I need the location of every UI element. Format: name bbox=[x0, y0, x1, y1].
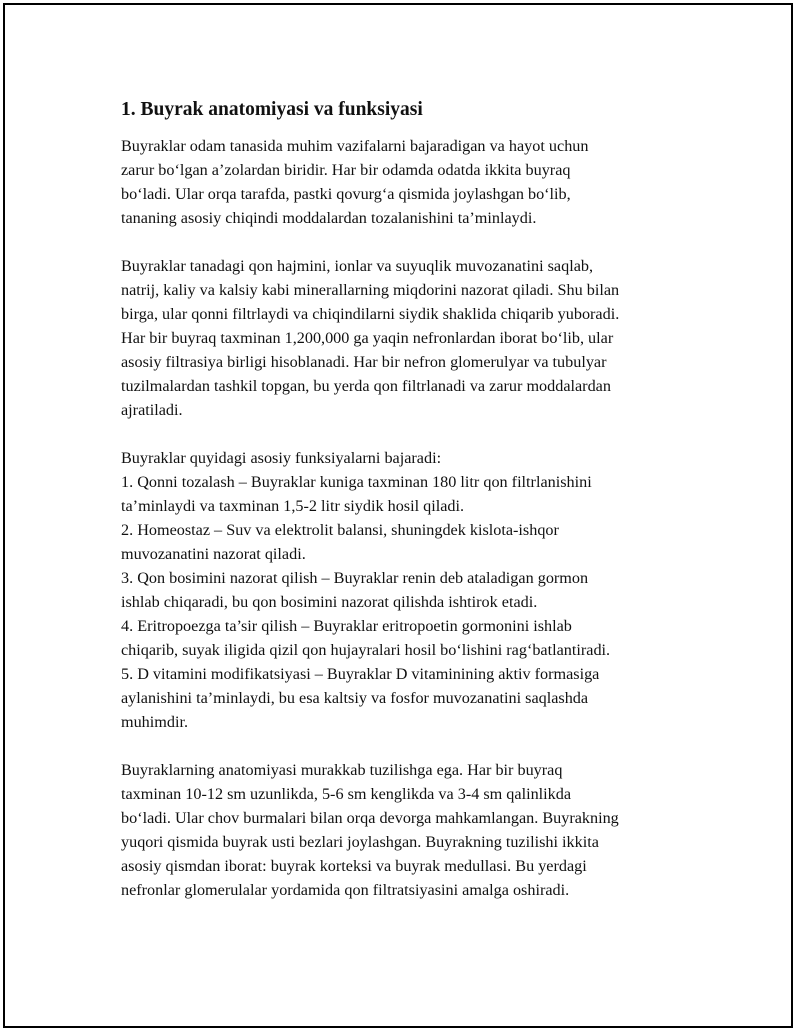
list-item-continuation: ta’minlaydi va taxminan 1,5-2 litr siydik hosil qiladi. bbox=[121, 497, 465, 515]
text-line: bo‘ladi. Ular chov burmalari bilan orqa devorga mahkamlangan. Buyrakning bbox=[121, 809, 619, 827]
paragraph-spacer bbox=[121, 230, 691, 254]
list-item-continuation: chiqarib, suyak iligida qizil qon hujayralari hosil bo‘lishini rag‘batlantiradi. bbox=[121, 641, 611, 659]
list-item: 2. Homeostaz – Suv va elektrolit balansi, shuningdek kislota-ishqor bbox=[121, 521, 559, 539]
text-line: Buyraklar odam tanasida muhim vazifalarni bajaradigan va hayot uchun bbox=[121, 137, 589, 155]
list-item-continuation: muvozanatini nazorat qiladi. bbox=[121, 545, 306, 563]
list-item-continuation: aylanishini ta’minlaydi, bu esa kaltsiy va fosfor muvozanatini saqlashda bbox=[121, 689, 589, 707]
paragraph-anatomy bbox=[121, 758, 691, 902]
list-heading: Buyraklar quyidagi asosiy funksiyalarni bajaradi: bbox=[121, 449, 442, 467]
text-line: ajratiladi. bbox=[121, 401, 183, 419]
text-line: Buyraklar tanadagi qon hajmini, ionlar va suyuqlik muvozanatini saqlab, bbox=[121, 257, 594, 275]
text-line: tananing asosiy chiqindi moddalardan tozalanishini ta’minlaydi. bbox=[121, 209, 537, 227]
text-line: Har bir buyraq taxminan 1,200,000 ga yaqin nefronlardan iborat bo‘lib, ular bbox=[121, 329, 614, 347]
paragraph-functions-list bbox=[121, 446, 691, 734]
paragraph-nephrons bbox=[121, 254, 691, 422]
text-line: Buyraklarning anatomiyasi murakkab tuzilishga ega. Har bir buyraq bbox=[121, 761, 563, 779]
text-line: birga, ular qonni filtrlaydi va chiqindilarni siydik shaklida chiqarib yuboradi. bbox=[121, 305, 620, 323]
paragraph-spacer bbox=[121, 734, 691, 758]
text-line: taxminan 10-12 sm uzunlikda, 5-6 sm kenglikda va 3-4 sm qalinlikda bbox=[121, 785, 572, 803]
title-spacer bbox=[121, 123, 691, 134]
list-item: 1. Qonni tozalash – Buyraklar kuniga taxminan 180 litr qon filtrlanishini bbox=[121, 473, 592, 491]
list-item: 5. D vitamini modifikatsiyasi – Buyraklar D vitaminining aktiv formasiga bbox=[121, 665, 600, 683]
text-line: asosiy qismdan iborat: buyrak korteksi va buyrak medullasi. Bu yerdagi bbox=[121, 857, 587, 875]
text-line: asosiy filtrasiya birligi hisoblanadi. Har bir nefron glomerulyar va tubulyar bbox=[121, 353, 607, 371]
text-line: yuqori qismida buyrak usti bezlari joylashgan. Buyrakning tuzilishi ikkita bbox=[121, 833, 599, 851]
text-line: nefronlar glomerulalar yordamida qon filtratsiyasini amalga oshiradi. bbox=[121, 881, 570, 899]
document-body bbox=[121, 97, 691, 902]
list-item-continuation: muhimdir. bbox=[121, 713, 189, 731]
list-item: 3. Qon bosimini nazorat qilish – Buyraklar renin deb ataladigan gormon bbox=[121, 569, 589, 587]
page-frame bbox=[3, 3, 793, 1028]
text-line: zarur bo‘lgan a’zolardan biridir. Har bir odamda odatda ikkita buyraq bbox=[121, 161, 571, 179]
list-item: 4. Eritropoezga ta’sir qilish – Buyraklar eritropoetin gormonini ishlab bbox=[121, 617, 572, 635]
text-line: tuzilmalardan tashkil topgan, bu yerda qon filtrlanadi va zarur moddalardan bbox=[121, 377, 611, 395]
list-item-continuation: ishlab chiqaradi, bu qon bosimini nazorat qilishda ishtirok etadi. bbox=[121, 593, 538, 611]
paragraph-intro bbox=[121, 134, 691, 230]
text-line: natrij, kaliy va kalsiy kabi minerallarning miqdorini nazorat qiladi. Shu bilan bbox=[121, 281, 620, 299]
paragraph-spacer bbox=[121, 422, 691, 446]
document-title: 1. Buyrak anatomiyasi va funksiyasi bbox=[121, 99, 423, 120]
text-line: bo‘ladi. Ular orqa tarafda, pastki qovurg‘a qismida joylashgan bo‘lib, bbox=[121, 185, 571, 203]
